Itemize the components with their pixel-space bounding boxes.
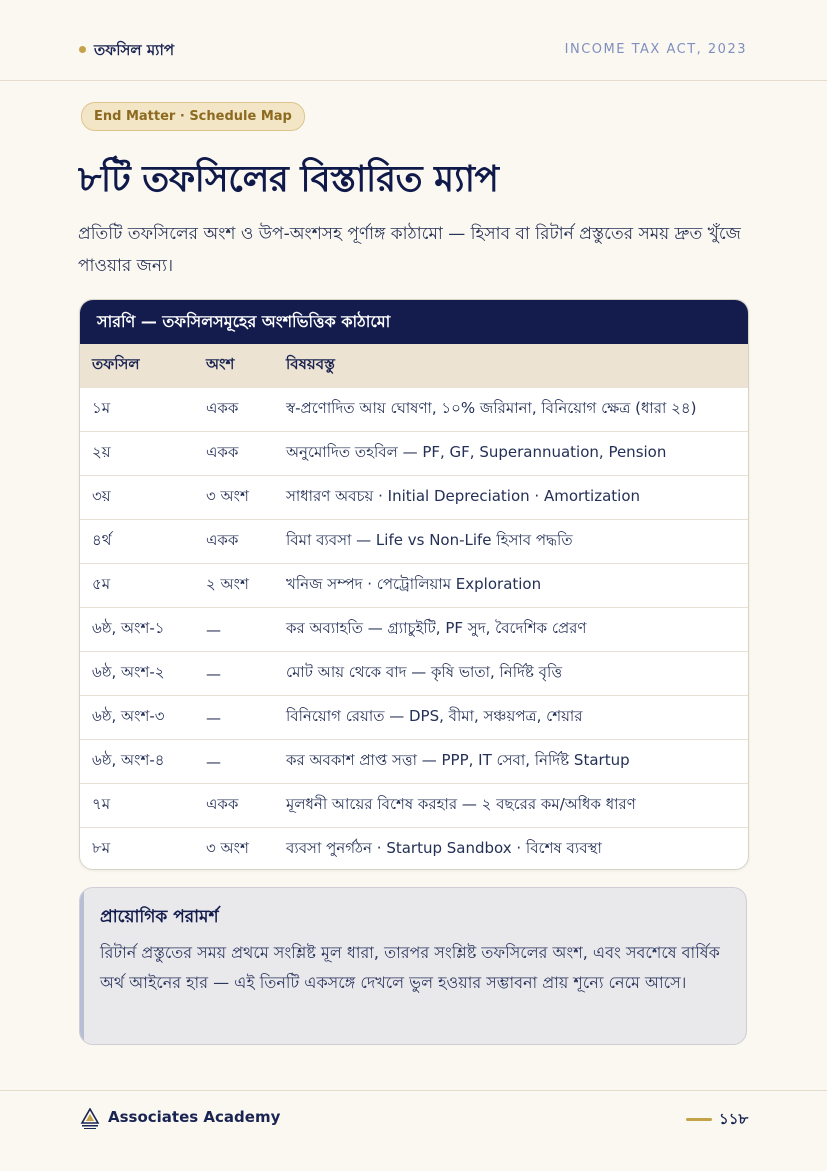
- cell-part: —: [206, 752, 221, 771]
- cell-part: —: [206, 620, 221, 639]
- col-header-content: বিষয়বস্তু: [286, 355, 335, 373]
- header-act-title: INCOME TAX ACT, 2023: [564, 42, 747, 57]
- cell-schedule: ৮ম: [92, 839, 111, 857]
- page-subtitle: প্রতিটি তফসিলের অংশ ও উপ-অংশসহ পূর্ণাঙ্গ কাঠামো — হিসাব বা রিটার্ন প্রস্তুতের সময় দ্রুত খুঁজে পাওয়ার জন্য।: [78, 224, 741, 276]
- cell-content: বিমা ব্যবসা — Life vs Non-Life হিসাব পদ্ধতি: [286, 531, 573, 549]
- table-row: [80, 739, 748, 783]
- tip-title: প্রায়োগিক পরামর্শ: [100, 907, 219, 927]
- section-pill: End Matter · Schedule Map: [81, 102, 305, 131]
- cell-schedule: ৬ষ্ঠ, অংশ-৪: [92, 751, 165, 769]
- page-footer: [0, 1090, 827, 1171]
- cell-content: স্ব-প্রণোদিত আয় ঘোষণা, ১০% জরিমানা, বিনিয়োগ ক্ষেত্র (ধারা ২৪): [286, 399, 697, 417]
- table-row: [80, 475, 748, 519]
- academy-logo-icon: [80, 1108, 100, 1130]
- table-row: [80, 695, 748, 739]
- cell-part: একক: [206, 399, 239, 417]
- table-row: [80, 519, 748, 563]
- table-row: [80, 431, 748, 475]
- cell-schedule: ৬ষ্ঠ, অংশ-২: [92, 663, 165, 681]
- cell-content: ব্যবসা পুনর্গঠন · Startup Sandbox · বিশেষ ব্যবস্থা: [286, 839, 602, 857]
- header-brand: তফসিল ম্যাপ: [94, 41, 175, 59]
- table-row: [80, 651, 748, 695]
- cell-schedule: ৬ষ্ঠ, অংশ-১: [92, 619, 165, 637]
- cell-schedule: ৬ষ্ঠ, অংশ-৩: [92, 707, 165, 725]
- cell-content: বিনিয়োগ রেয়াত — DPS, বীমা, সঞ্চয়পত্র, শেয়ার: [286, 707, 583, 725]
- col-header-schedule: তফসিল: [92, 355, 140, 373]
- cell-part: —: [206, 664, 221, 683]
- cell-part: —: [206, 708, 221, 727]
- cell-schedule: ৪র্থ: [92, 531, 112, 549]
- schedule-table: [79, 299, 749, 870]
- cell-content: কর অবকাশ প্রাপ্ত সত্তা — PPP, IT সেবা, নির্দিষ্ট Startup: [286, 751, 630, 769]
- table-row: [80, 387, 748, 431]
- cell-schedule: ৭ম: [92, 795, 111, 813]
- cell-content: অনুমোদিত তহবিল — PF, GF, Superannuation, Pension: [286, 443, 667, 461]
- cell-schedule: ৫ম: [92, 575, 111, 593]
- footer-org-name: Associates Academy: [108, 1108, 281, 1126]
- table-row: [80, 783, 748, 827]
- cell-part: ৩ অংশ: [206, 839, 249, 857]
- cell-part: একক: [206, 795, 239, 813]
- cell-part: একক: [206, 443, 239, 461]
- table-row: [80, 607, 748, 651]
- cell-content: মোট আয় থেকে বাদ — কৃষি ভাতা, নির্দিষ্ট বৃত্তি: [286, 663, 563, 681]
- footer-accent-line: [686, 1118, 712, 1121]
- page-number: ১১৮: [719, 1110, 749, 1128]
- cell-schedule: ২য়: [92, 443, 111, 461]
- table-row: [80, 563, 748, 607]
- cell-content: মূলধনী আয়ের বিশেষ করহার — ২ বছরের কম/অধিক ধারণ: [286, 795, 636, 813]
- table-row: [80, 827, 748, 870]
- table-caption: সারণি — তফসিলসমূহের অংশভিত্তিক কাঠামো: [80, 300, 748, 344]
- cell-schedule: ১ম: [92, 399, 111, 417]
- cell-part: ২ অংশ: [206, 575, 249, 593]
- practical-tip-box: [79, 887, 747, 1045]
- cell-content: কর অব্যাহতি — গ্র্যাচুইটি, PF সুদ, বৈদেশিক প্রেরণ: [286, 619, 587, 637]
- cell-part: ৩ অংশ: [206, 487, 249, 505]
- table-header-row: [80, 344, 748, 387]
- cell-content: খনিজ সম্পদ · পেট্রোলিয়াম Exploration: [286, 575, 542, 593]
- cell-schedule: ৩য়: [92, 487, 111, 505]
- tip-body: রিটার্ন প্রস্তুতের সময় প্রথমে সংশ্লিষ্ট মূল ধারা, তারপর সংশ্লিষ্ট তফসিলের অংশ, এবং সবশেষে বার্ষিক অর্থ আইনের হার — এই তিনটি একসঙ্গে দেখলে ভুল হওয়ার সম্ভাবনা প্রায় শূন্যে নেমে আসে।: [100, 943, 720, 992]
- bullet-dot-icon: [79, 46, 86, 53]
- tip-accent-bar: [80, 888, 84, 1044]
- cell-content: সাধারণ অবচয় · Initial Depreciation · Amortization: [286, 487, 641, 505]
- cell-part: একক: [206, 531, 239, 549]
- page-header: [0, 0, 827, 81]
- col-header-part: অংশ: [206, 355, 235, 373]
- page-title: ৮টি তফসিলের বিস্তারিত ম্যাপ: [78, 159, 499, 200]
